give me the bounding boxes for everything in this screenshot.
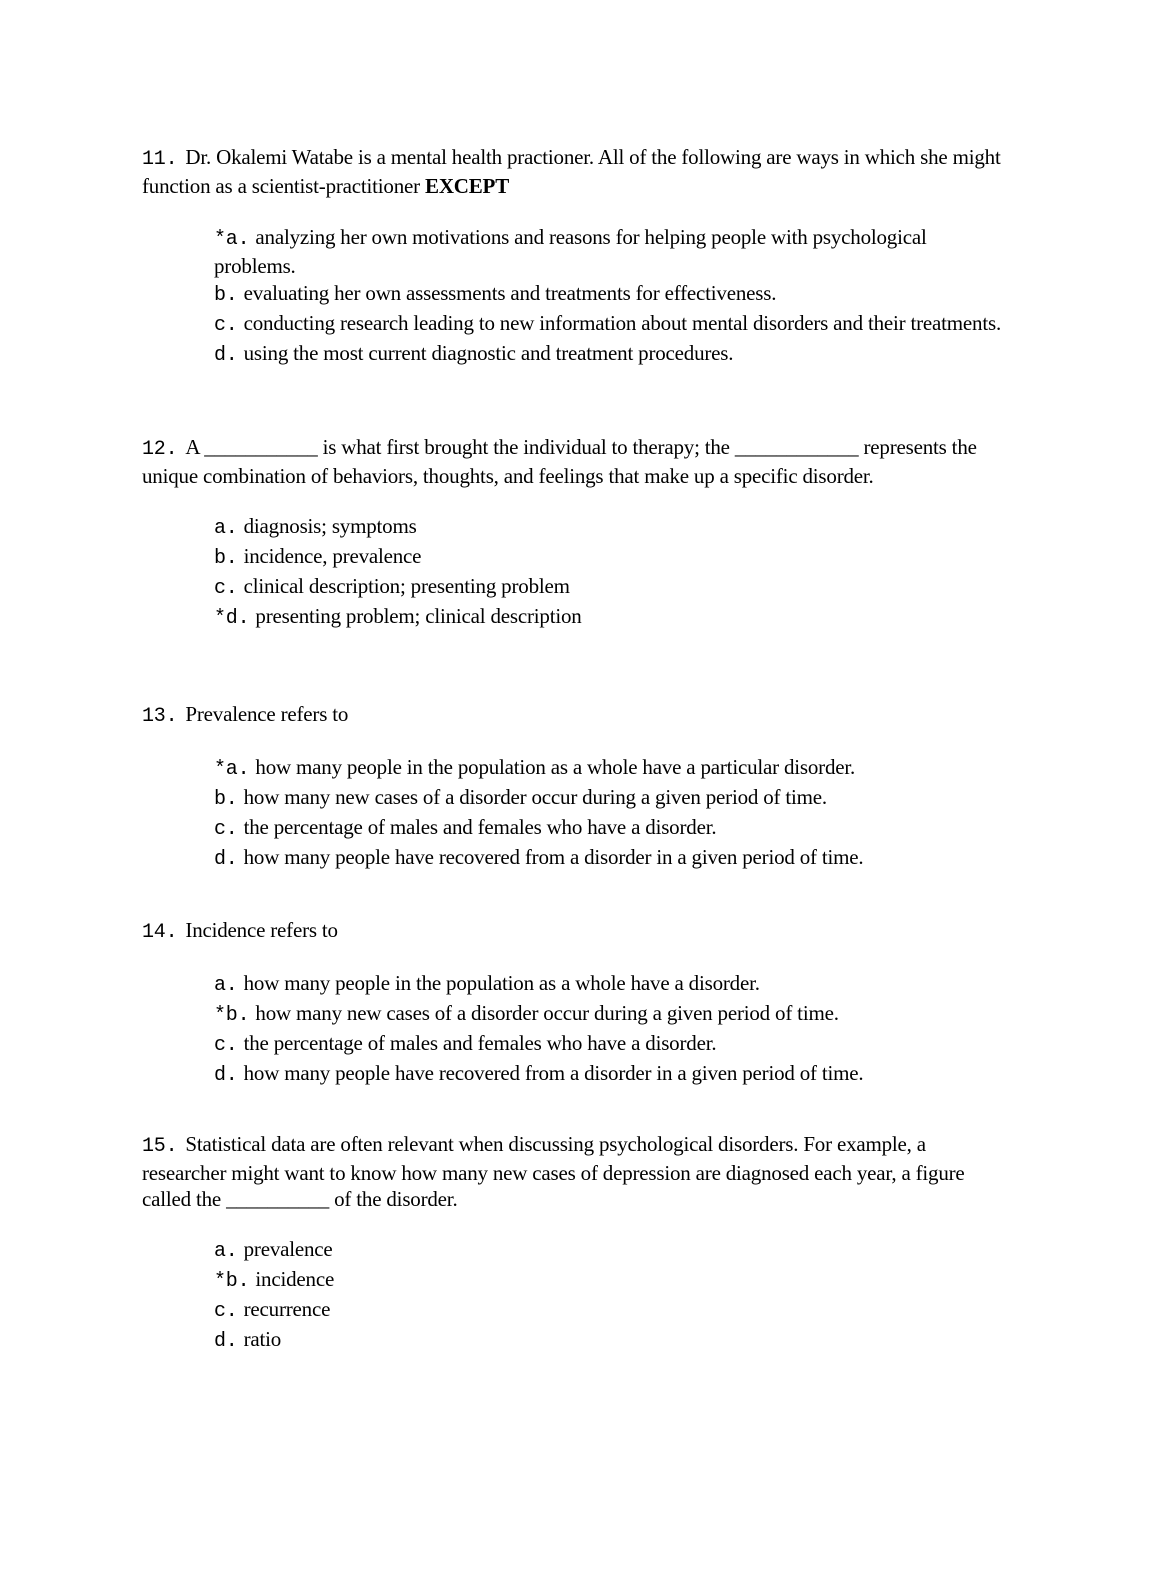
option-text: incidence, prevalence xyxy=(243,544,422,568)
option-text: diagnosis; symptoms xyxy=(243,514,417,538)
option-text: the percentage of males and females who have a disorder. xyxy=(243,1031,717,1055)
answer-option xyxy=(214,1326,1004,1355)
question-14 xyxy=(142,917,1002,1090)
option-letter: a. xyxy=(214,974,238,997)
option-text: conducting research leading to new information about mental disorders and their treatments. xyxy=(243,311,1001,335)
answer-option xyxy=(214,1030,1004,1059)
option-letter: c. xyxy=(214,1300,238,1323)
answer-option xyxy=(214,573,1004,602)
option-text: incidence xyxy=(255,1267,335,1291)
answer-options xyxy=(214,1236,1004,1355)
option-letter: *b. xyxy=(214,1270,250,1293)
option-letter: b. xyxy=(214,788,238,811)
option-letter: c. xyxy=(214,818,238,841)
answer-option xyxy=(214,310,1004,339)
question-number: 12. xyxy=(142,438,178,461)
option-text: ratio xyxy=(243,1327,282,1351)
answer-option xyxy=(214,1236,1004,1265)
option-text: evaluating her own assessments and treatments for effectiveness. xyxy=(243,281,777,305)
option-text: how many people have recovered from a disorder in a given period of time. xyxy=(243,845,864,869)
option-letter: d. xyxy=(214,848,238,871)
question-number: 14. xyxy=(142,921,178,944)
answer-option xyxy=(214,543,1004,572)
option-letter: a. xyxy=(214,517,238,540)
answer-option xyxy=(214,224,1004,279)
option-letter: *b. xyxy=(214,1004,250,1027)
answer-option xyxy=(214,784,1004,813)
option-text: how many people in the population as a whole have a disorder. xyxy=(243,971,760,995)
option-text: how many people have recovered from a disorder in a given period of time. xyxy=(243,1061,864,1085)
answer-options xyxy=(214,970,1004,1089)
answer-option xyxy=(214,603,1004,632)
option-letter: *a. xyxy=(214,228,250,251)
option-text: how many new cases of a disorder occur during a given period of time. xyxy=(255,1001,839,1025)
answer-option xyxy=(214,280,1004,309)
option-text: presenting problem; clinical description xyxy=(255,604,582,628)
question-text: Prevalence refers to xyxy=(185,702,349,726)
question-13 xyxy=(142,701,1002,874)
question-number: 15. xyxy=(142,1135,178,1158)
option-letter: a. xyxy=(214,1240,238,1263)
question-emphasis: EXCEPT xyxy=(425,174,509,198)
question-stem xyxy=(142,1131,1002,1212)
option-text: analyzing her own motivations and reasons for helping people with psychological problems. xyxy=(214,225,927,278)
answer-options xyxy=(214,513,1004,632)
option-letter: b. xyxy=(214,284,238,307)
option-letter: d. xyxy=(214,1064,238,1087)
option-letter: d. xyxy=(214,1330,238,1353)
answer-option xyxy=(214,513,1004,542)
question-11 xyxy=(142,144,1002,370)
question-stem xyxy=(142,434,1002,489)
answer-option xyxy=(214,970,1004,999)
answer-option xyxy=(214,1000,1004,1029)
option-text: recurrence xyxy=(243,1297,331,1321)
question-text: Statistical data are often relevant when discussing psychological disorders. For example, a researcher might want to know how many new cases of depression are diagnosed each year, a figure called the __________ of the disorder. xyxy=(142,1132,965,1211)
question-number: 13. xyxy=(142,705,178,728)
option-letter: c. xyxy=(214,314,238,337)
answer-option xyxy=(214,814,1004,843)
option-letter: d. xyxy=(214,344,238,367)
option-text: how many people in the population as a whole have a particular disorder. xyxy=(255,755,856,779)
answer-option xyxy=(214,1266,1004,1295)
option-text: prevalence xyxy=(243,1237,333,1261)
question-stem xyxy=(142,144,1002,199)
question-number: 11. xyxy=(142,148,178,171)
answer-options xyxy=(214,224,1004,369)
answer-options xyxy=(214,754,1004,873)
option-letter: c. xyxy=(214,577,238,600)
question-text: Dr. Okalemi Watabe is a mental health practioner. All of the following are ways in which she might function as a scientist-practitioner xyxy=(142,145,1001,198)
answer-option xyxy=(214,1060,1004,1089)
option-letter: b. xyxy=(214,547,238,570)
option-text: how many new cases of a disorder occur during a given period of time. xyxy=(243,785,827,809)
question-stem xyxy=(142,701,1002,730)
question-15 xyxy=(142,1131,1002,1356)
option-text: using the most current diagnostic and treatment procedures. xyxy=(243,341,734,365)
answer-option xyxy=(214,754,1004,783)
question-stem xyxy=(142,917,1002,946)
answer-option xyxy=(214,844,1004,873)
question-text: Incidence refers to xyxy=(185,918,338,942)
option-letter: *a. xyxy=(214,758,250,781)
answer-option xyxy=(214,340,1004,369)
option-letter: c. xyxy=(214,1034,238,1057)
question-text: A ___________ is what first brought the individual to therapy; the ____________ represents the unique combination of behaviors, thoughts, and feelings that make up a specific disorder. xyxy=(142,435,977,488)
question-12 xyxy=(142,434,1002,633)
answer-option xyxy=(214,1296,1004,1325)
option-text: the percentage of males and females who have a disorder. xyxy=(243,815,717,839)
option-letter: *d. xyxy=(214,607,250,630)
option-text: clinical description; presenting problem xyxy=(243,574,570,598)
